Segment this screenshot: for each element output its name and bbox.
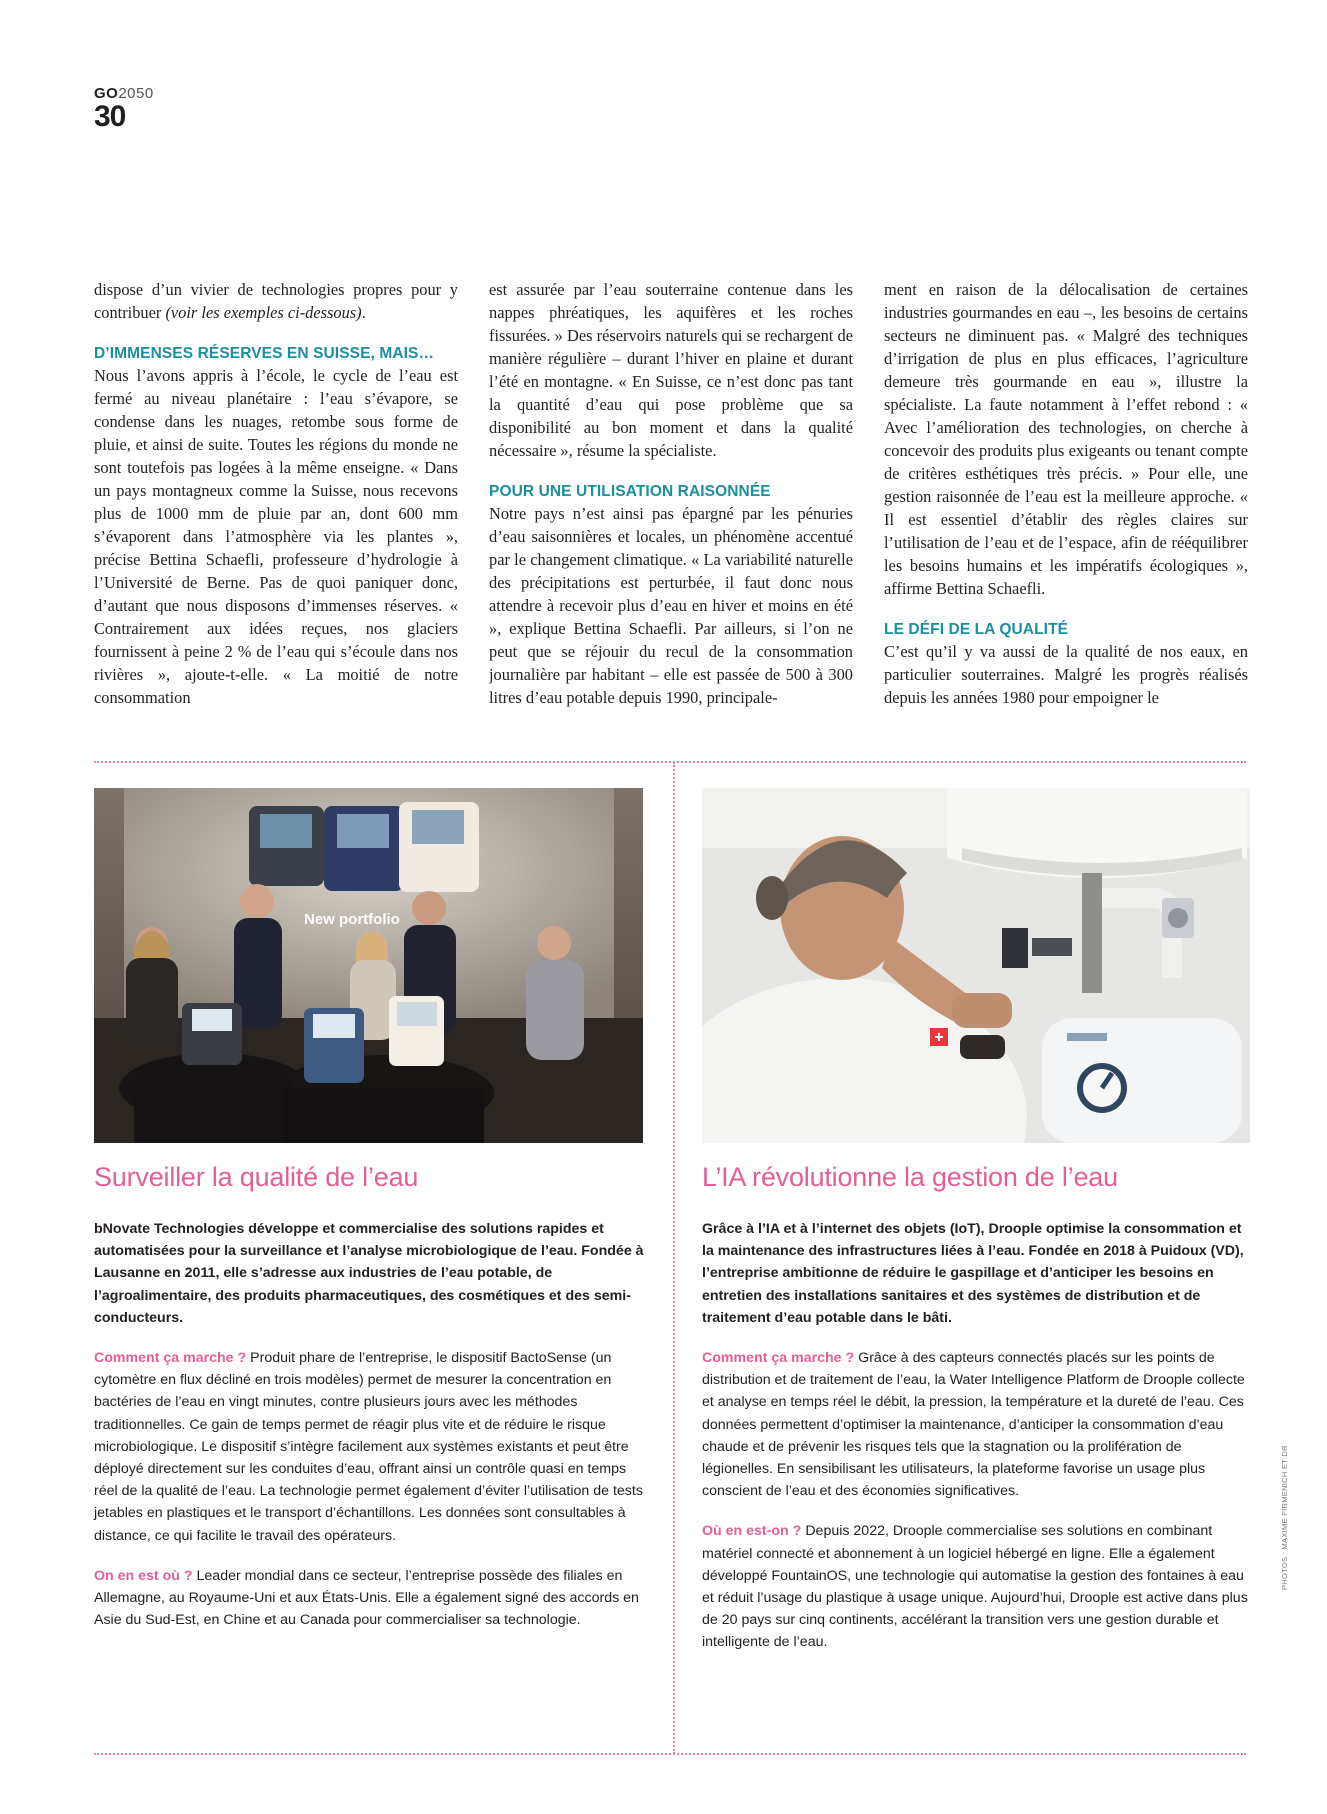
sidebar-box-bnovate — [94, 1160, 644, 1631]
article-column-2 — [489, 278, 853, 738]
photo-caption-text: New portfolio — [304, 911, 400, 928]
box-lead: Grâce à l’IA et à l’internet des objets (IoT), Droople optimise la consommation et la maintenance des infrastructures liées à l’eau. Fondée en 2018 à Puidoux (VD), l’entreprise ambitionne de réduire le gaspillage et d’anticiper les besoins en entretien des installations sanitaires et des systèmes de distribution et de traitement d’eau potable dans le bâti. — [702, 1221, 1244, 1326]
photo-droople-technician — [702, 788, 1250, 1143]
sidebar-box-droople — [702, 1160, 1252, 1654]
page-number: 30 — [94, 100, 126, 133]
box-answer-text: Depuis 2022, Droople commercialise ses solutions en combinant matériel connecté et abonnement à un logiciel hébergé en ligne. Elle a également développé FountainOS, une technologie qui automatise la gestion des fontaines à eau et réduit l’usage du plastique à usage unique. Aujourd’hui, Droople est active dans plus de 20 pays sur cinq continents, accélérant la transition vers une gestion durable et intelligente de l’eau. — [702, 1523, 1248, 1651]
paragraph — [94, 278, 458, 324]
section-heading: D’IMMENSES RÉSERVES EN SUISSE, MAIS… — [94, 345, 435, 362]
article-column-3 — [884, 278, 1248, 738]
box-question-label: Où en est-on ? — [702, 1523, 802, 1540]
section-heading: POUR UNE UTILISATION RAISONNÉE — [489, 483, 771, 500]
magazine-header — [94, 86, 154, 132]
top-dotted-divider — [94, 761, 1246, 763]
box-answer-text: Leader mondial dans ce secteur, l’entreprise possède des filiales en Allemagne, au Royaume-Uni et aux États-Unis. Elle a également signé des accords en Asie du Sud-Est, en Chine et au Canada pour commercialiser sa technologie. — [94, 1567, 639, 1629]
box-paragraph-status — [702, 1520, 1252, 1653]
bottom-dotted-divider — [94, 1753, 1246, 1755]
paragraph: C’est qu’il y va aussi de la qualité de nos eaux, en particulier souterraines. Malgré les progrès réalisés depuis les années 1980 pour empoigner le — [884, 642, 1248, 707]
box-question-label: Comment ça marche ? — [94, 1350, 247, 1367]
photo-bnovate-team — [94, 788, 643, 1143]
box-question-label: Comment ça marche ? — [702, 1350, 855, 1367]
article-column-1 — [94, 278, 458, 738]
box-title: Surveiller la qualité de l’eau — [94, 1162, 419, 1192]
photo-credit: PHOTOS : MAXIME FIRMENICH ET DR — [1280, 1445, 1289, 1590]
paragraph: Notre pays n’est ainsi pas épargné par les pénuries d’eau saisonnières et locales, un phénomène accentué par le changement climatique. « La variabilité naturelle des précipitations est perturbée, il faut donc nous attendre à recevoir plus d’eau en hiver et moins en été », explique Bettina Schaefli. Par ailleurs, si l’on ne peut que se réjouir du recul de la consommation journalière par habitant – elle est passée de 500 à 300 litres d’eau potable depuis 1990, principale- — [489, 504, 853, 707]
box-paragraph-how — [94, 1347, 644, 1547]
paragraph: est assurée par l’eau souterraine contenue dans les nappes phréatiques, les aquifères et les roches fissurées. » Des réservoirs naturels qui se rechargent de manière régulière – durant l’hiver en plaine et durant l’été en montagne. « En Suisse, ce n’est donc pas tant la quantité d’eau qui pose problème que sa disponibilité au bon moment et dans la qualité nécessaire », résume la spécialiste. — [489, 280, 853, 460]
paragraph: ment en raison de la délocalisation de certaines industries gourmandes en eau –, les besoins de certains secteurs ne diminuent pas. « Malgré des techniques d’irrigation de plus en plus efficaces, l’agriculture demeure très gourmande en eau », illustre la spécialiste. La faute notamment à l’effet rebond : « Avec l’amélioration des technologies, on cherche à concevoir des produits plus exigeants ou tenant compte de critères esthétiques très précis. » Pour elle, une gestion raisonnée de l’eau est la meilleure approche. « Il est essentiel d’établir des règles claires sur l’utilisation de l’eau et de l’espace, afin de rééquilibrer les besoins humains et les impératifs écologiques », affirme Bettina Schaefli. — [884, 280, 1248, 598]
box-paragraph-status — [94, 1565, 644, 1632]
box-title: L’IA révolutionne la gestion de l’eau — [702, 1162, 1118, 1192]
box-answer-text: Produit phare de l’entreprise, le dispositif BactoSense (un cytomètre en flux décliné en trois modèles) permet de mesurer la concentration en bactéries de l’eau en vingt minutes, contre plusieurs jours avec les méthodes traditionnelles. Ce gain de temps permet de réagir plus vite et de réduire le risque microbiologique. Le dispositif s’intègre facilement aux systèmes existants et peut être déployé directement sur les conduites d’eau, offrant ainsi un contrôle quasi en temps réel de la qualité de l’eau. La technologie permet également d’éviter l’utilisation de tests jetables en plastiques et le transport d’échantillons. Les données sont consultables à distance, ce qui facilite le travail des opérateurs. — [94, 1350, 643, 1544]
box-answer-text: Grâce à des capteurs connectés placés sur les points de distribution et de traitement de l’eau, la Water Intelligence Platform de Droople collecte et analyse en temps réel le débit, la pression, la température et la dureté de l’eau. Ces données permettent d’optimiser la maintenance, d’anticiper la consommation d’eau chaude et de prévenir les risques tels que la stagnation ou la prolifération de légionelles. En sensibilisant les utilisateurs, la plateforme favorise un usage plus conscient de l’eau et des économies significatives. — [702, 1350, 1245, 1500]
box-question-label: On en est où ? — [94, 1567, 193, 1584]
paragraph-text: dispose d’un vivier de technologies propres pour y contribuer — [94, 280, 458, 322]
brand-bold: GO — [94, 85, 119, 102]
section-heading: LE DÉFI DE LA QUALITÉ — [884, 621, 1069, 638]
paragraph-italic: (voir les exemples ci-dessous) — [165, 303, 362, 322]
vertical-dotted-divider — [673, 762, 675, 1754]
box-paragraph-how — [702, 1347, 1252, 1502]
magazine-brand — [94, 86, 154, 101]
paragraph-end: . — [361, 303, 366, 322]
paragraph: Nous l’avons appris à l’école, le cycle de l’eau est fermé au niveau planétaire : l’eau s’évapore, se condense dans les nuages, retombe sous forme de pluie, et ainsi de suite. Toutes les régions du monde ne sont toutefois pas logées à la même enseigne. « Dans un pays montagneux comme la Suisse, nous recevons plus de 1000 mm de pluie par an, dont 600 mm s’évaporent dans l’atmosphère via les plantes », précise Bettina Schaefli, professeure d’hydrologie à l’Université de Berne. Pas de quoi paniquer donc, d’autant que nous disposons d’immenses réserves. « Contrairement aux idées reçues, nos glaciers fournissent à peine 2 % de l’eau qui s’écoule dans nos rivières », ajoute-t-elle. « La moitié de notre consommation — [94, 366, 458, 707]
box-lead: bNovate Technologies développe et commercialise des solutions rapides et automatisées pour la surveillance et l’analyse microbiologique de l’eau. Fondée à Lausanne en 2011, elle s’adresse aux industries de l’eau potable, de l’agroalimentaire, des produits pharmaceutiques, des cosmétiques et des semi-conducteurs. — [94, 1221, 644, 1326]
brand-light: 2050 — [118, 85, 154, 102]
